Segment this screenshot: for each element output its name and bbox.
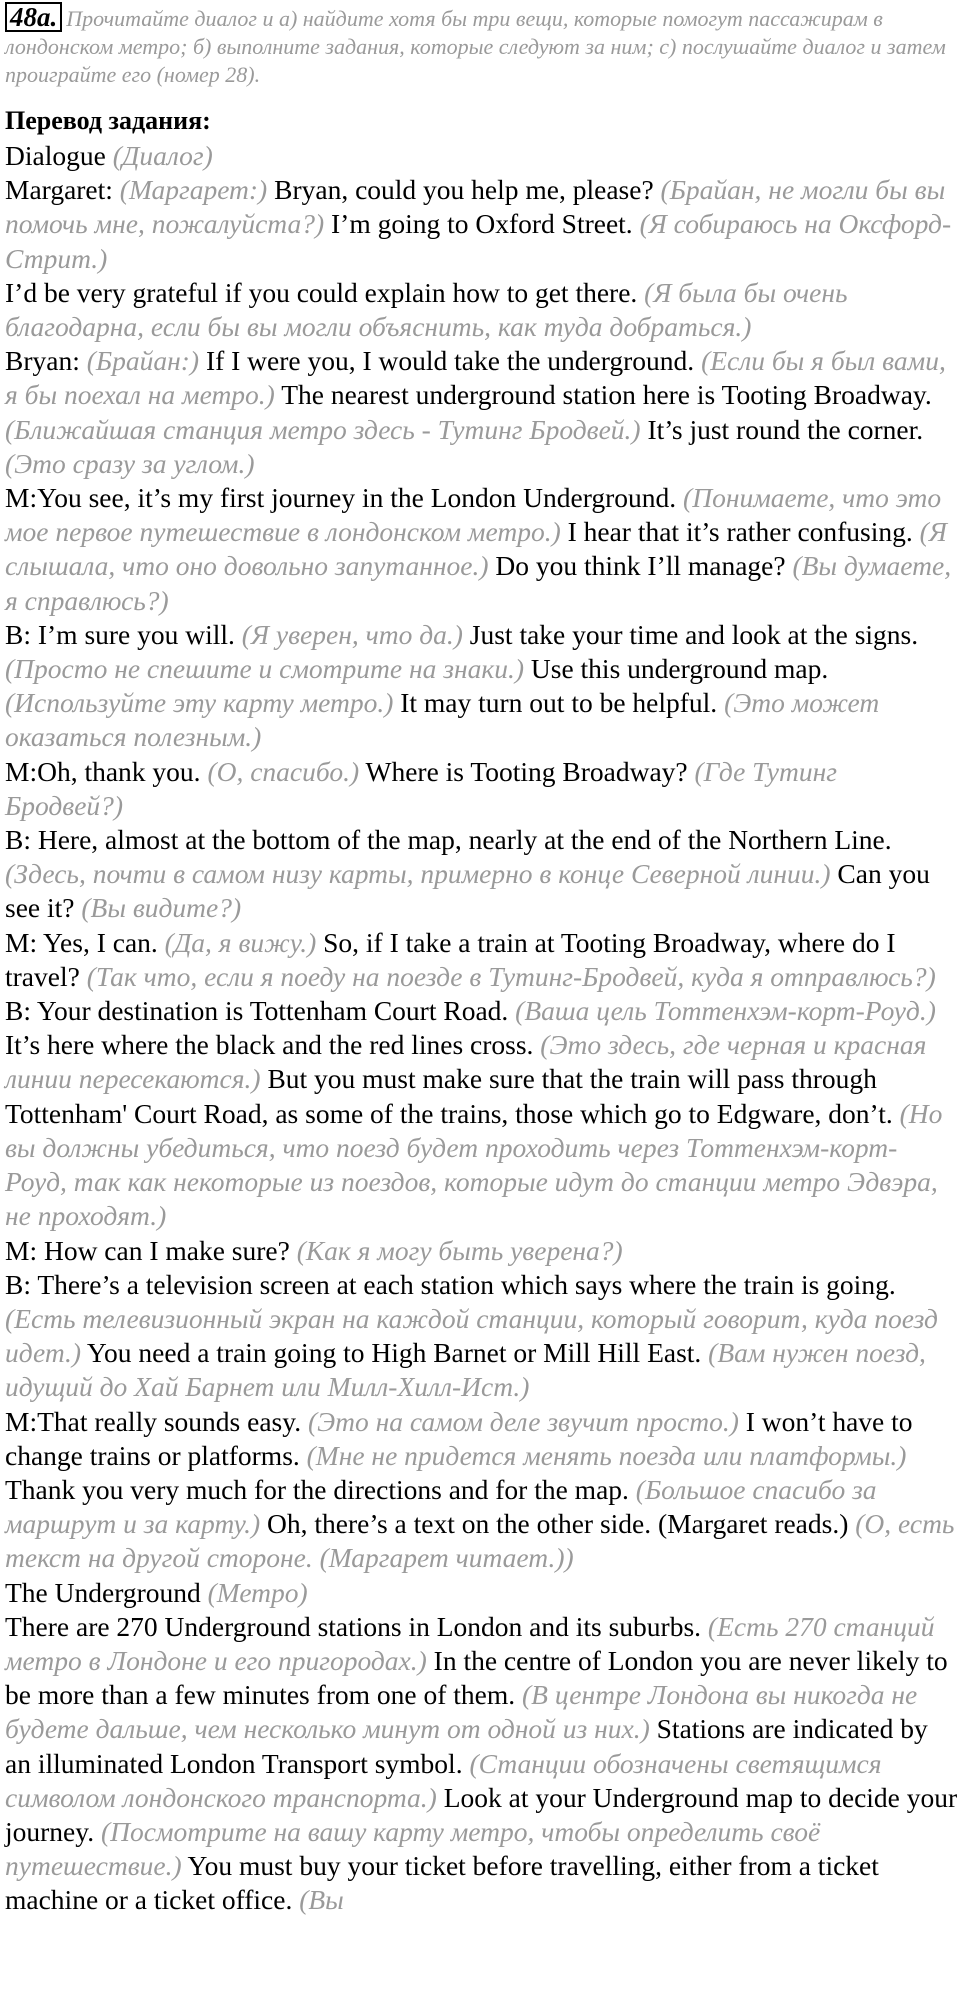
english-text: B: Your destination is Tottenham Court Road. xyxy=(5,995,516,1027)
russian-translation: (Если бы я был вами, я бы поехал на метро.) xyxy=(5,345,946,411)
russian-translation: (Вы видите?) xyxy=(81,892,242,924)
document-page xyxy=(0,2,958,1918)
dialogue-paragraph xyxy=(5,481,958,618)
english-text: B: Here, almost at the bottom of the map, nearly at the end of the Northern Line. xyxy=(5,824,892,856)
russian-translation: (Это может оказаться полезным.) xyxy=(5,687,880,753)
russian-translation: (Но вы должны убедиться, что поезд будет проходить через Тоттенхэм-корт-Роуд, так как некоторые из поездов, которые идут до станции метро Эдвэра, не проходят.) xyxy=(5,1097,943,1232)
english-text: Bryan: xyxy=(5,345,87,377)
russian-translation: (Станции обозначены светящимся символом лондонского транспорта.) xyxy=(5,1747,882,1813)
english-text: Just take your time and look at the signs. xyxy=(462,618,919,650)
dialogue-paragraph xyxy=(5,173,958,276)
english-text: There are 270 Underground stations in London and its suburbs. xyxy=(5,1610,708,1642)
english-text: If I were you, I would take the underground. xyxy=(199,345,702,377)
russian-translation: (Ваша цель Тоттенхэм-корт-Роуд.) xyxy=(515,995,936,1027)
english-text: But you must make sure that the train will pass through Tottenham' Court Road, as some of the trains, those which go to Edgware, don’t. xyxy=(5,1063,900,1129)
english-text: Use this underground map. xyxy=(524,653,829,685)
russian-translation: (Маргарет:) xyxy=(119,174,268,206)
dialogue-paragraph xyxy=(5,1268,958,1405)
english-text: M:You see, it’s my first journey in the London Underground. xyxy=(5,482,684,514)
russian-translation: (Мне не придется менять поезда или платформы.) xyxy=(306,1439,907,1471)
russian-translation: (В центре Лондона вы никогда не будете дальше, чем несколько минут от одной из них.) xyxy=(5,1679,918,1745)
dialogue-paragraph xyxy=(5,1405,958,1576)
section-title: Перевод задания: xyxy=(5,106,211,135)
english-text: In the centre of London you are never likely to be more than a few minutes from one of them. xyxy=(5,1644,948,1711)
russian-translation: (Диалог) xyxy=(112,140,213,171)
english-text: You need a train going to High Barnet or Mill Hill East. xyxy=(81,1337,709,1369)
dialogue-paragraph xyxy=(5,755,958,823)
russian-translation: (Брайан:) xyxy=(86,345,200,377)
english-text: I’m going to Oxford Street. xyxy=(324,208,640,240)
russian-translation: (Да, я вижу.) xyxy=(164,926,317,958)
english-text: Look at your Underground map to decide your journey. xyxy=(5,1781,958,1847)
russian-translation: (Просто не спешите и смотрите на знаки.) xyxy=(5,653,525,685)
english-text: I hear that it’s rather confusing. xyxy=(560,516,920,548)
english-text: Thank you very much for the directions and for the map. xyxy=(5,1473,636,1505)
english-text: Margaret: xyxy=(5,174,120,206)
russian-translation: (Это сразу за углом.) xyxy=(5,447,255,479)
dialogue-paragraph xyxy=(5,618,958,755)
english-text: Where is Tooting Broadway? xyxy=(359,755,695,787)
english-text: Bryan, could you help me, please? xyxy=(267,174,661,206)
exercise-instruction: Прочитайте диалог и а) найдите хотя бы три вещи, которые помогут пассажирам в лондонском метро; б) выполните задания, которые следуют за ним; с) послушайте диалог и затем проиграйте его (номер 28). xyxy=(5,6,946,87)
russian-translation: (Брайан, не могли бы вы помочь мне, пожалуйста?) xyxy=(5,174,946,240)
russian-translation: (Так что, если я поеду на поезде в Тутинг-Бродвей, куда я отправлюсь?) xyxy=(86,960,936,992)
dialogue-paragraph xyxy=(5,344,958,481)
exercise-header xyxy=(5,2,958,89)
russian-translation: (О, спасибо.) xyxy=(207,755,360,787)
dialogue-paragraph xyxy=(5,994,958,1233)
dialogue-paragraph xyxy=(5,276,958,344)
russian-translation: (Большое спасибо за маршрут и за карту.) xyxy=(5,1473,877,1540)
russian-translation: (Метро) xyxy=(207,1576,308,1608)
dialogue-paragraph xyxy=(5,926,958,994)
english-text: Dialogue xyxy=(5,140,113,171)
english-text: The Underground xyxy=(5,1576,208,1608)
dialogue-paragraph xyxy=(5,1610,958,1918)
dialogue-paragraph xyxy=(5,823,958,926)
english-text: I’d be very grateful if you could explain how to get there. xyxy=(5,276,645,308)
dialogue-paragraph xyxy=(5,1234,958,1268)
russian-translation: (Это здесь, где черная и красная линии пересекаются.) xyxy=(5,1029,927,1095)
english-text: Can you see it? xyxy=(5,858,930,924)
english-text: M: How can I make sure? xyxy=(5,1234,297,1266)
english-text: B: There’s a television screen at each station which says where the train is going. xyxy=(5,1268,896,1300)
dialogue-paragraph xyxy=(5,139,958,173)
russian-translation: (Используйте эту карту метро.) xyxy=(5,687,394,719)
english-text: You must buy your ticket before travelling, either from a ticket machine or a ticket office. xyxy=(5,1850,879,1916)
english-text: Do you think I’ll manage? xyxy=(488,550,793,582)
russian-translation: (Я слышала, что оно довольно запутанное.) xyxy=(5,516,947,582)
russian-translation: (Я собираюсь на Оксфорд-Стрит.) xyxy=(5,208,952,274)
english-text: It may turn out to be helpful. xyxy=(393,687,725,719)
russian-translation: (Я была бы очень благодарна, если бы вы могли объяснить, как туда добраться.) xyxy=(5,276,848,343)
russian-translation: (Есть 270 станций метро в Лондоне и его пригородах.) xyxy=(5,1610,935,1676)
russian-translation: (Вы думаете, я справлюсь?) xyxy=(5,550,952,616)
russian-translation: (Понимаете, что это мое первое путешествие в лондонском метро.) xyxy=(5,482,942,548)
russian-translation: (Вам нужен поезд, идущий до Хай Барнет или Милл-Хилл-Ист.) xyxy=(5,1337,926,1403)
russian-translation: (Я уверен, что да.) xyxy=(241,618,463,650)
english-text: It’s just round the corner. xyxy=(640,413,924,445)
russian-translation: (Есть телевизионный экран на каждой станции, который говорит, куда поезд идет.) xyxy=(5,1302,938,1369)
russian-translation: (Это на самом деле звучит просто.) xyxy=(307,1405,739,1437)
russian-translation: (Посмотрите на вашу карту метро, чтобы определить своё путешествие.) xyxy=(5,1815,821,1882)
dialogue-paragraph xyxy=(5,1576,958,1610)
dialogue-body xyxy=(5,139,958,1918)
russian-translation: (Как я могу быть уверена?) xyxy=(296,1234,623,1266)
english-text: M: Yes, I can. xyxy=(5,926,165,958)
exercise-number: 48a. xyxy=(5,2,62,32)
russian-translation: (Вы xyxy=(299,1884,344,1916)
russian-translation: (Ближайшая станция метро здесь - Тутинг Бродвей.) xyxy=(5,413,641,445)
russian-translation: (Здесь, почти в самом низу карты, примерно в конце Северной линии.) xyxy=(5,858,831,890)
english-text: Stations are indicated by an illuminated London Transport symbol. xyxy=(5,1713,928,1779)
english-text: B: I’m sure you will. xyxy=(5,618,242,650)
english-text: M:Oh, thank you. xyxy=(5,755,208,787)
russian-translation: (О, есть текст на другой стороне. (Маргарет читает.)) xyxy=(5,1508,955,1574)
english-text: So, if I take a train at Tooting Broadway, where do I travel? xyxy=(5,926,896,992)
english-text: M:That really sounds easy. xyxy=(5,1405,308,1437)
english-text: The nearest underground station here is Tooting Broadway. xyxy=(274,379,932,411)
russian-translation: (Где Тутинг Бродвей?) xyxy=(5,755,837,821)
english-text: It’s here where the black and the red lines cross. xyxy=(5,1029,541,1061)
english-text: I won’t have to change trains or platforms. xyxy=(5,1405,913,1471)
english-text: Oh, there’s a text on the other side. (Margaret reads.) xyxy=(260,1508,856,1540)
